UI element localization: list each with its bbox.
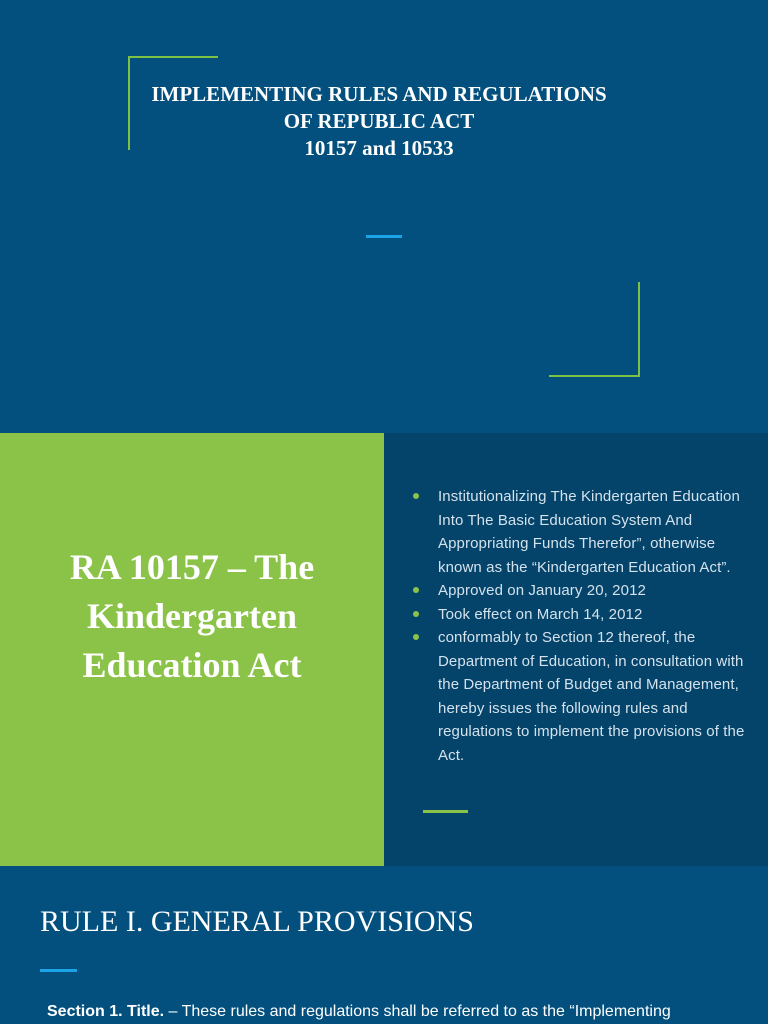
title-line-2: OF REPUBLIC ACT xyxy=(283,109,475,133)
rule-heading: RULE I. GENERAL PROVISIONS xyxy=(40,905,474,938)
title-line-3: 10157 and 10533 xyxy=(304,136,454,160)
bullet-item: Institutionalizing The Kindergarten Education Into The Basic Education System And Appropriating Funds Therefor”, otherwise known as the “Kindergarten Education Act”. xyxy=(438,485,762,579)
title-line-1: IMPLEMENTING RULES AND REGULATIONS xyxy=(151,82,607,106)
accent-dash-green xyxy=(423,810,468,813)
section-label: Section 1. Title. xyxy=(47,1003,165,1020)
bullet-item: Took effect on March 14, 2012 xyxy=(438,603,762,627)
section-text: – These rules and regulations shall be referred to as the “Implementing xyxy=(164,1003,671,1020)
ra-10157-slide xyxy=(0,433,768,866)
ra-heading-line-2: Kindergarten xyxy=(87,596,297,636)
rule-i-slide xyxy=(0,866,768,1024)
ra-heading xyxy=(20,543,364,690)
corner-frame-bottom-right xyxy=(549,282,640,377)
accent-dash xyxy=(40,969,77,972)
details-panel xyxy=(384,433,768,866)
ra-heading-line-3: Education Act xyxy=(82,645,302,685)
title-slide xyxy=(0,0,768,433)
details-bullet-list xyxy=(438,485,762,767)
slide-title xyxy=(100,81,658,162)
accent-dash xyxy=(366,235,402,238)
bullet-item: conformably to Section 12 thereof, the Department of Education, in consultation with the Department of Budget and Management, hereby issues the following rules and regulations to implement the provisions of the Act. xyxy=(438,626,762,767)
bullet-item: Approved on January 20, 2012 xyxy=(438,579,762,603)
section-1-paragraph xyxy=(47,1001,671,1023)
ra-heading-line-1: RA 10157 – The xyxy=(69,547,315,587)
heading-panel xyxy=(0,433,384,866)
